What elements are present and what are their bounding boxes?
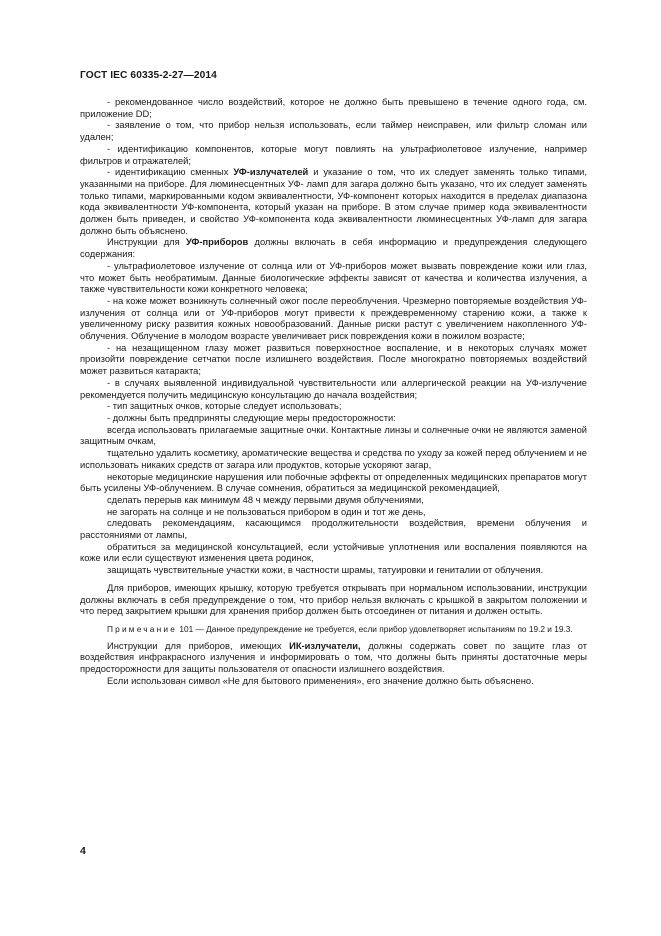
paragraph: - рекомендованное число воздействий, которое не должно быть превышено в течение одного года, см. приложение DD;	[80, 97, 587, 119]
term-ir-emitters: ИК-излучатели,	[289, 640, 361, 651]
paragraph: - должны быть предприняты следующие меры предосторожности:	[107, 412, 396, 423]
term-uv-appliances: УФ-приборов	[185, 237, 249, 248]
paragraph: тщательно удалить косметику, ароматические вещества и средства по уходу за кожей перед облучением и не использовать никаких средств от загара или продуктов, которые ускоряют загар,	[80, 448, 587, 470]
note	[80, 624, 587, 635]
paragraph: некоторые медицинские нарушения или побочные эффекты от определенных медицинских препаратов могут быть усилены УФ-облучением. В случае сомнения, обратиться за медицинской рекомендацией,	[80, 471, 587, 494]
document-body	[80, 97, 587, 688]
paragraph: Для приборов, имеющих крышку, которую требуется открывать при нормальном использовании, инструкции должны включать в себя предупреждение о том, что прибор нельзя включать с крышкой в закрытом положении и что перед закрытием крышки для хранения прибор должен быть отсоединен от питания и должен остыть.	[80, 582, 587, 617]
paragraph: защищать чувствительные участки кожи, в частности шрамы, татуировки и гениталии от облучения.	[107, 565, 544, 576]
paragraph	[80, 237, 587, 260]
paragraph	[80, 167, 587, 237]
paragraph	[80, 641, 587, 676]
paragraph: Если использован символ «Не для бытового применения», его значение должно быть объяснено.	[107, 675, 534, 686]
term-uv-emitters: УФ-излучателей	[233, 167, 309, 178]
page-number: 4	[80, 845, 86, 857]
paragraph: - заявление о том, что прибор нельзя использовать, если таймер неисправен, или фильтр сломан или удален;	[80, 120, 587, 143]
paragraph-text: должны содержать совет по защите глаз от воздействия инфракрасного излучения и информировать о том, что должны быть приняты достаточные меры предосторожности для защиты пользователя от опасности излишнего воздействия.	[80, 640, 587, 675]
paragraph: - ультрафиолетовое излучение от солнца или от УФ-приборов может вызвать повреждение кожи или глаз, что может быть необратимым. Данные биологические эффекты зависят от качества и количества излучения, а также чувствительности кожи конкретного человека;	[80, 260, 587, 295]
paragraph: не загорать на солнце и не пользоваться прибором в один и тот же день,	[107, 506, 426, 517]
note-label: Примечание	[107, 623, 178, 634]
paragraph: - на коже может возникнуть солнечный ожог после переоблучения. Чрезмерно повторяемые воздействия УФ-излучения от солнца или от УФ-приборов могут привести к преждевременному старению кожи, а также к увеличенному риску развития кожных новообразований. Данные риски растут с увеличением накопленного УФ-облучения. Облучение в молодом возрасте увеличивает риск повреждения кожи в пожилом возрасте;	[80, 295, 587, 342]
paragraph: обратиться за медицинской консультацией, если устойчивые уплотнения или воспаления появляются на коже или если существуют изменения цвета родинок,	[80, 541, 587, 564]
paragraph: всегда использовать прилагаемые защитные очки. Контактные линзы и солнечные очки не являются заменой защитным очкам,	[80, 424, 587, 447]
paragraph: следовать рекомендациям, касающимся продолжительности воздействия, времени облучения и расстояниями от лампы,	[80, 518, 587, 541]
paragraph-text: - идентификацию сменных	[107, 167, 234, 178]
paragraph-text: должны включать в себя информацию и предупреждения следующего содержания:	[80, 237, 587, 260]
paragraph: - идентификацию компонентов, которые могут повлиять на ультрафиолетовое излучение, например фильтров и отражателей;	[80, 143, 587, 166]
paragraph: - в случаях выявленной индивидуальной чувствительности или аллергической реакции на УФ-излучение рекомендуется получить медицинскую консультацию до начала воздействия;	[80, 377, 587, 400]
paragraph-text: и указание о том, что их следует заменять только типами, указанными на приборе. Для люминесцентных УФ- ламп для загара должно быть указано, что их следует заменять только типами, маркированными кодом эквивалентности, УФ-компонент которых находится в пределах диапазона кода эквивалентности УФ-компонента, который указан на приборе. В этом случае пример кода эквивалентности должен быть приведен, и свойство УФ-компонента кода эквивалентности люминесцентных УФ-ламп для загара должно быть объяснено.	[80, 167, 587, 236]
paragraph: сделать перерыв как минимум 48 ч между первыми двумя облучениями,	[107, 494, 424, 505]
paragraph: - на незащищенном глазу может развиться поверхностное воспаление, и в некоторых случаях может произойти повреждение сетчатки после излишнего воздействия. После многократно повторяемых воздействий может развиться катаракта;	[80, 342, 587, 377]
paragraph-text: Инструкции для	[107, 237, 186, 248]
note-text: 101 — Данное предупреждение не требуется, если прибор удовлетворяет испытаниям по 19.2 и 19.3.	[177, 623, 573, 634]
standard-header: ГОСТ IEC 60335-2-27—2014	[80, 70, 217, 81]
paragraph: - тип защитных очков, которые следует использовать;	[107, 401, 342, 412]
paragraph-text: Инструкции для приборов, имеющих	[107, 640, 290, 651]
